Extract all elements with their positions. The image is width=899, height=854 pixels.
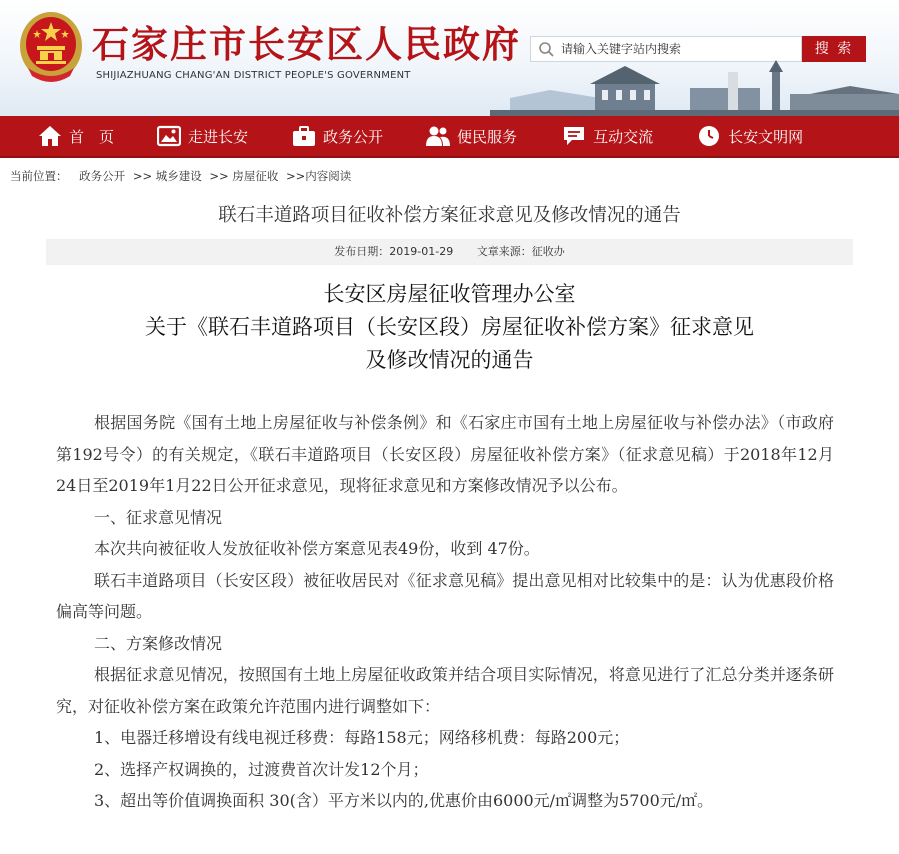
article-title: 联石丰道路项目征收补偿方案征求意见及修改情况的通告 bbox=[218, 205, 681, 226]
briefcase-icon bbox=[292, 125, 316, 147]
section-heading-opinions: 一、征求意见情况 bbox=[94, 507, 223, 527]
nav-label-service: 便民服务 bbox=[457, 127, 518, 146]
city-skyline-decoration bbox=[490, 60, 899, 116]
picture-icon bbox=[157, 125, 181, 147]
search-box bbox=[530, 36, 802, 62]
nav-civilization-site[interactable] bbox=[697, 125, 803, 147]
nav-interaction[interactable] bbox=[562, 125, 653, 147]
clock-icon bbox=[697, 125, 721, 147]
national-emblem-logo bbox=[18, 10, 84, 84]
breadcrumb-item-affairs[interactable]: 政务公开 bbox=[79, 169, 126, 183]
nav-public-service[interactable] bbox=[426, 125, 517, 147]
site-header bbox=[0, 0, 899, 116]
paragraph-revision-basis: 根据征求意见情况，按照国有土地上房屋征收政策并结合项目实际情况，将意见进行了汇总分类并逐条研究，对征收补偿方案在政策允许范围内进行调整如下： bbox=[56, 665, 834, 716]
revision-item-2: 2、选择产权调换的，过渡费首次计发12个月； bbox=[94, 759, 429, 779]
main-nav bbox=[0, 116, 899, 158]
nav-label-interaction: 互动交流 bbox=[593, 127, 654, 146]
nav-label-affairs: 政务公开 bbox=[323, 127, 384, 146]
site-title: 石家庄市长安区人民政府 bbox=[92, 22, 521, 66]
nav-about-changan[interactable] bbox=[157, 125, 248, 147]
breadcrumb-item-urban[interactable]: >> 城乡建设 bbox=[132, 169, 202, 183]
revision-item-1: 1、电器迁移增设有线电视迁移费：每路158元；网络移机费：每路200元； bbox=[94, 728, 630, 747]
revision-item-3: 3、超出等价值调换面积 30(含）平方米以内的,优惠价由6000元/㎡调整为5700元/㎡。 bbox=[94, 791, 714, 810]
publish-date: 发布日期：2019-01-29 bbox=[334, 245, 454, 258]
search-icon bbox=[535, 37, 557, 61]
breadcrumb bbox=[0, 158, 899, 194]
document-heading-line-3: 及修改情况的通告 bbox=[365, 348, 534, 372]
site-subtitle: SHIJIAZHUANG CHANG'AN DISTRICT PEOPLE'S GOVERNMENT bbox=[96, 70, 411, 81]
people-icon bbox=[426, 125, 450, 147]
document-heading-line-2: 关于《联石丰道路项目（长安区段）房屋征收补偿方案》征求意见 bbox=[145, 315, 754, 339]
home-icon bbox=[38, 125, 62, 147]
paragraph-resident-feedback: 联石丰道路项目（长安区段）被征收居民对《征求意见稿》提出意见相对比较集中的是：认为优惠段价格偏高等问题。 bbox=[56, 570, 834, 621]
paragraph-survey-count: 本次共向被征收人发放征收补偿方案意见表49份，收到 47份。 bbox=[94, 539, 540, 558]
article-source: 文章来源：征收办 bbox=[476, 245, 565, 258]
nav-label-civilization: 长安文明网 bbox=[728, 127, 804, 146]
article-content bbox=[0, 407, 899, 817]
document-heading-line-1: 长安区房屋征收管理办公室 bbox=[323, 282, 576, 306]
breadcrumb-label: 当前位置： bbox=[10, 169, 68, 183]
breadcrumb-item-expropriation[interactable]: >> 房屋征收 bbox=[209, 169, 279, 183]
nav-label-home: 首 页 bbox=[69, 127, 115, 146]
breadcrumb-item-current: >>内容阅读 bbox=[286, 169, 352, 183]
section-heading-revisions: 二、方案修改情况 bbox=[94, 633, 223, 653]
nav-government-affairs[interactable] bbox=[292, 125, 383, 147]
search-button[interactable]: 搜 索 bbox=[802, 36, 866, 62]
nav-label-about: 走进长安 bbox=[188, 127, 249, 146]
chat-icon bbox=[562, 125, 586, 147]
document-heading bbox=[0, 278, 899, 377]
nav-home[interactable] bbox=[38, 125, 114, 147]
search-input[interactable] bbox=[557, 42, 801, 56]
paragraph-intro: 根据国务院《国有土地上房屋征收与补偿条例》和《石家庄市国有土地上房屋征收与补偿办法》（市政府第192号令）的有关规定，《联石丰道路项目（长安区段）房屋征收补偿方案》（征求意见稿）于2018年12月24日至2019年1月22日公开征求意见，现将征求意见和方案修改情况予以公布。 bbox=[56, 413, 834, 495]
article-meta-bar bbox=[46, 239, 853, 265]
